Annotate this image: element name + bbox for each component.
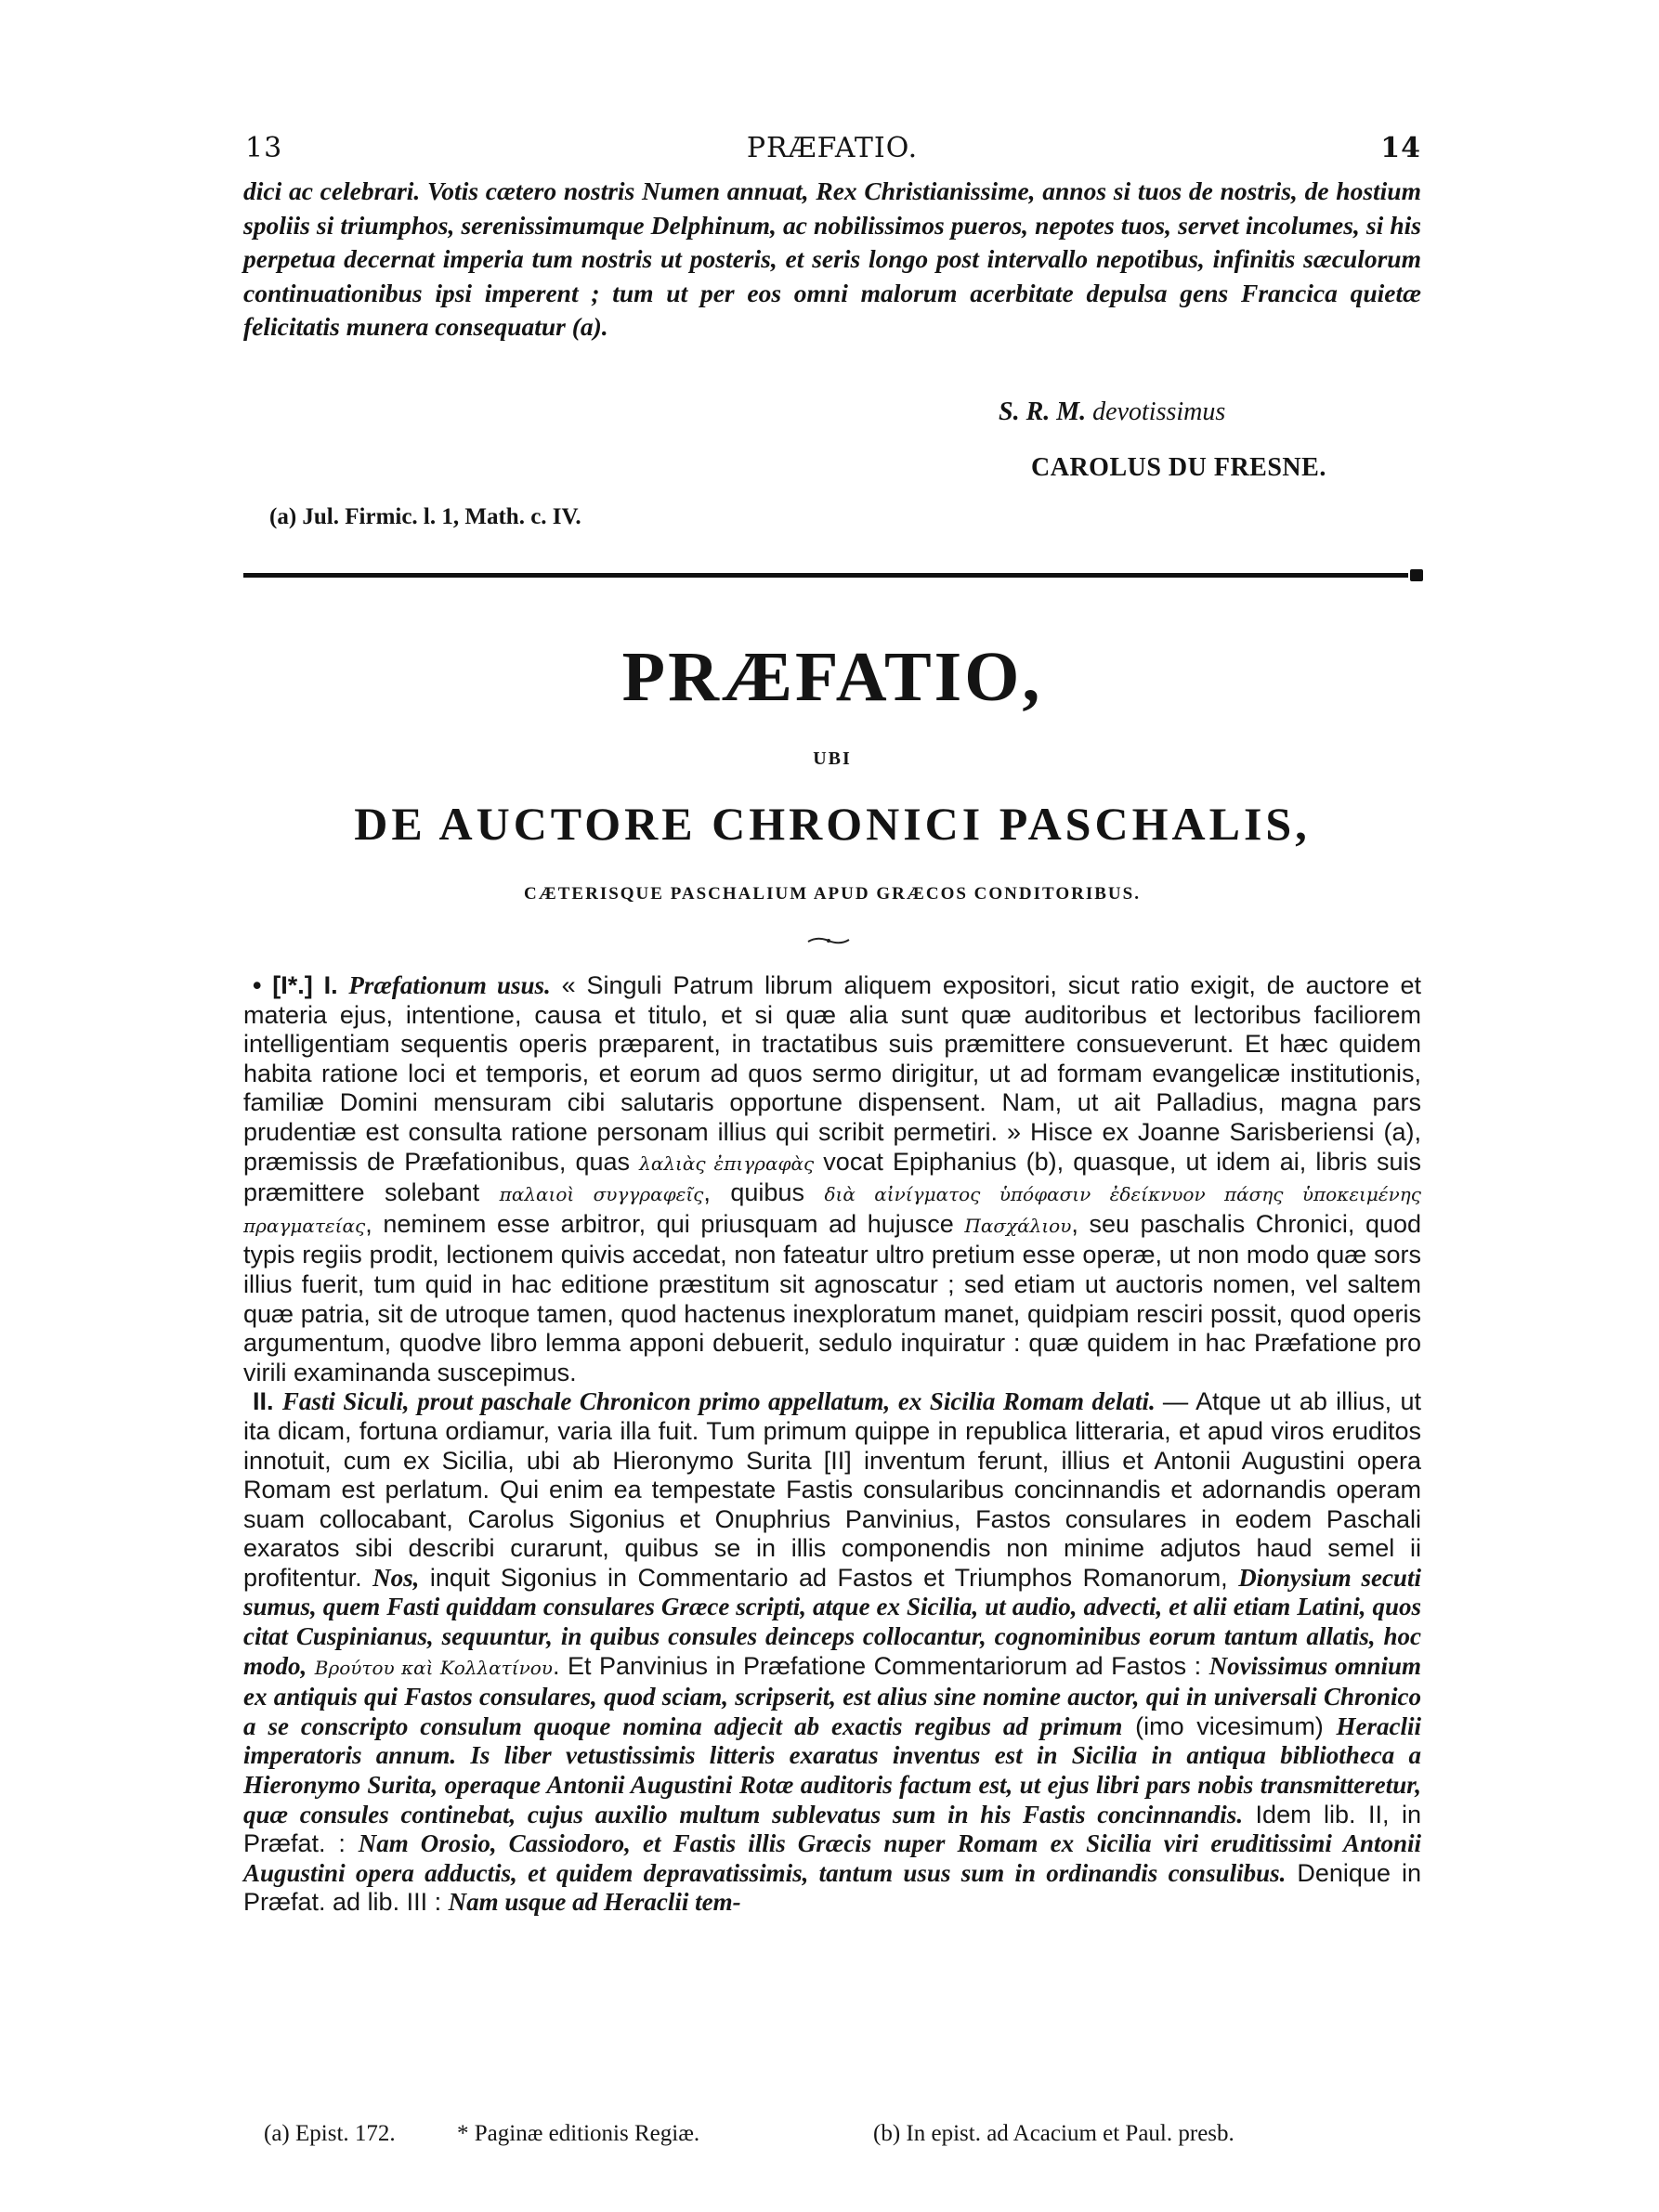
section-2-marker: II. <box>253 1387 274 1416</box>
subtitle: DE AUCTORE CHRONICI PASCHALIS, <box>354 798 1311 850</box>
section-1-text-e: , seu paschalis Chronici, quod typis regiis prodit, lectionem quivis accedat, non fateatur ultro pretium esse operæ, ut non modo quæ sors illius fuerit, tum quid in hac editione præstitum sit agnoscatur ; sed etiam ut auctoris nomen, vel saltem quæ patria, sit de utroque tamen, quod hactenus inexploratum manet, quidpiam resciri possit, quod operis argumentum, quodve libro lemma apponi debuerit, sedulo inquiratur : quæ quidem in hac Præfatione pro virili examinanda suscepimus. <box>243 1209 1422 1386</box>
quote-1b: Dionysium secuti sumus, quem Fasti quiddam consulares Græce scripti, atque ex Sicilia, ut audio, advecti, et alii etiam Latini, quos citat Cuspinianus, sequuntur, in quibus consules deinceps collocantur, cognominibus eorum tantum allatis, hoc modo, <box>243 1563 1421 1680</box>
quote-1a: Nos, <box>372 1563 420 1592</box>
page-number-right: 14 <box>1380 132 1421 164</box>
section-1-paragraph <box>243 971 1421 1387</box>
quote-2a: Novissimus omnium ex antiquis qui Fastos consulares, quod sciam, scripserit, est alius sine nomine auctor, qui in universali Chronico a se conscripto consulum quoque nomina adjecit ab exactis regibus ad primum <box>243 1651 1421 1740</box>
ornament-icon <box>806 936 851 945</box>
section-1-text-c: , quibus <box>703 1178 804 1207</box>
section-1-marker: • [I*.] I. <box>253 971 338 999</box>
section-2-text-d: (imo vicesimum) <box>1135 1711 1324 1740</box>
greek-phrase-4: Πασχάλιου <box>964 1214 1072 1237</box>
running-head <box>243 132 1421 173</box>
section-2-text-a: Atque ut ab illius, ut ita dicam, fortuna ordiamur, varia illa fuit. Tum primum quippe in republica litteraria, et apud viros eruditos innotuit, cum ex Sicilia, ubi ab Hieronymo Surita [II] inventum ferunt, illius et Antonii Augustini opera Romam est perlatum. Qui enim ea tempestate Fastis consularibus concinnandis et adornandis operam suam collocabant, Carolus Sigonius et Onuphrius Panvinius, Fastos consulares in eodem Paschali exaratos sibi describi curarunt, quibus se in illis componendis non minime adjutos haud semel ii profitentur. <box>243 1387 1421 1592</box>
signoff-title: devotissimus <box>1092 397 1226 426</box>
signoff-name: CAROLUS DU FRESNE. <box>1031 453 1326 482</box>
section-2-paragraph <box>243 1387 1421 1918</box>
section-1-text-a: « Singuli Patrum librum aliquem expositori, sicut ratio exigit, de auctore et materia ejus, intentione, causa et titulo, et si quæ alia sunt quæ auditoribus et lectoribus faciliorem intelligentiam sequentis operis præparent, in tractatibus suis præmittere consueverunt. Et hæc quidem habita ratione loci et temporis, et eorum ad quos sermo dirigitur, ut ad formam evangelicæ institutionis, familiæ Domini mensuram cibi salutaris opportune dispensent. Nam, ut ait Palladius, magna pars prudentiæ est consulta ratione personam illius qui scribit permetiri. » Hisce ex Joanne Sarisberiensi (a), præmissis de Præfationibus, quas <box>243 971 1421 1176</box>
footnote-star: * Paginæ editionis Regiæ. <box>457 2121 700 2146</box>
page-title: PRÆFATIO, <box>621 638 1043 716</box>
section-1-heading: Præfationum usus. <box>348 971 551 999</box>
greek-phrase-3: διὰ αἰνίγματος ὑπόφασιν ἐδείκνυον πάσης ὑποκειμένης πραγματείας <box>243 1183 1421 1237</box>
footnotes-bottom <box>243 2121 1421 2158</box>
section-2-text-e: Idem lib. II, in Præfat. : <box>243 1800 1421 1858</box>
signoff-initials: S. R. M. <box>999 397 1087 426</box>
greek-phrase-1: λαλιὰς ἐπιγραφὰς <box>639 1152 815 1175</box>
greek-phrase-5: Βρούτου καὶ Κολλατίνου <box>314 1656 553 1679</box>
page-number-left: 13 <box>245 132 283 164</box>
footnote-a: (a) Epist. 172. <box>264 2121 396 2146</box>
running-title: PRÆFATIO. <box>746 132 919 164</box>
section-1-text-d: , neminem esse arbitror, qui priusquam ad hujusce <box>365 1209 954 1238</box>
greek-phrase-2: παλαιοὶ συγγραφεῖς <box>499 1183 704 1206</box>
closing-paragraph: dici ac celebrari. Votis cætero nostris Numen annuat, Rex Christianissime, annos si tuos de nostris, de hostium spoliis si triumphos, serenissimumque Delphinum, ac nobilissimos pueros, nepotes tuos, servet incolumes, si his perpetua decernat imperia tum nostris ut posteris, et seris longo post intervallo nepotibus, infinitis sæculorum continuationibus ipsi imperent ; tum ut per eos omni malorum acerbitate depulsa gens Francica quietæ felicitatis munera consequatur (a). <box>243 176 1421 341</box>
footnote-b: (b) In epist. ad Acacium et Paul. presb. <box>873 2121 1234 2146</box>
title-connector: UBI <box>813 748 852 769</box>
section-2-heading: Fasti Siculi, prout paschale Chronicon primo appellatum, ex Sicilia Romam delati. — <box>281 1387 1189 1416</box>
section-divider-rule <box>243 573 1408 578</box>
section-1-text-b: vocat Epiphanius (b), quasque, ut idem ai, libris suis præmittere solebant <box>243 1147 1421 1207</box>
quote-4: Nam usque ad Heraclii tem- <box>448 1888 741 1917</box>
section-2-text-c: . Et Panvinius in Præfatione Commentariorum ad Fastos : <box>552 1651 1202 1680</box>
quote-2b: Heraclii imperatoris annum. Is liber vetustissimis litteris exaratus inventus est in Sicilia in antiqua bibliotheca a Hieronymo Surita, operaque Antonii Augustini Rotæ auditoris factum est, ut ejus libri pars nobis transmitteretur, quæ consules continebat, cujus auxilio multum sublevatus sum in his Fastis concinnandis. <box>243 1711 1421 1828</box>
signoff-line <box>999 397 1225 427</box>
body-text <box>243 971 1421 1918</box>
sub-subtitle: CÆTERISQUE PASCHALIUM APUD GRÆCOS CONDITORIBUS. <box>524 884 1141 904</box>
section-2-text-b: inquit Sigonius in Commentario ad Fastos et Triumphos Romanorum, <box>429 1563 1228 1592</box>
footnote-top: (a) Jul. Firmic. l. 1, Math. c. IV. <box>269 504 581 529</box>
quote-3: Nam Orosio, Cassiodoro, et Fastis illis Græcis nuper Romam ex Sicilia viri eruditissimi Antonii Augustini opera adductis, et quidem depravatissimis, tantum usus sum in ordinandis consulibus. <box>243 1829 1421 1887</box>
section-2-text-f: Denique in Præfat. ad lib. III : <box>243 1858 1421 1917</box>
